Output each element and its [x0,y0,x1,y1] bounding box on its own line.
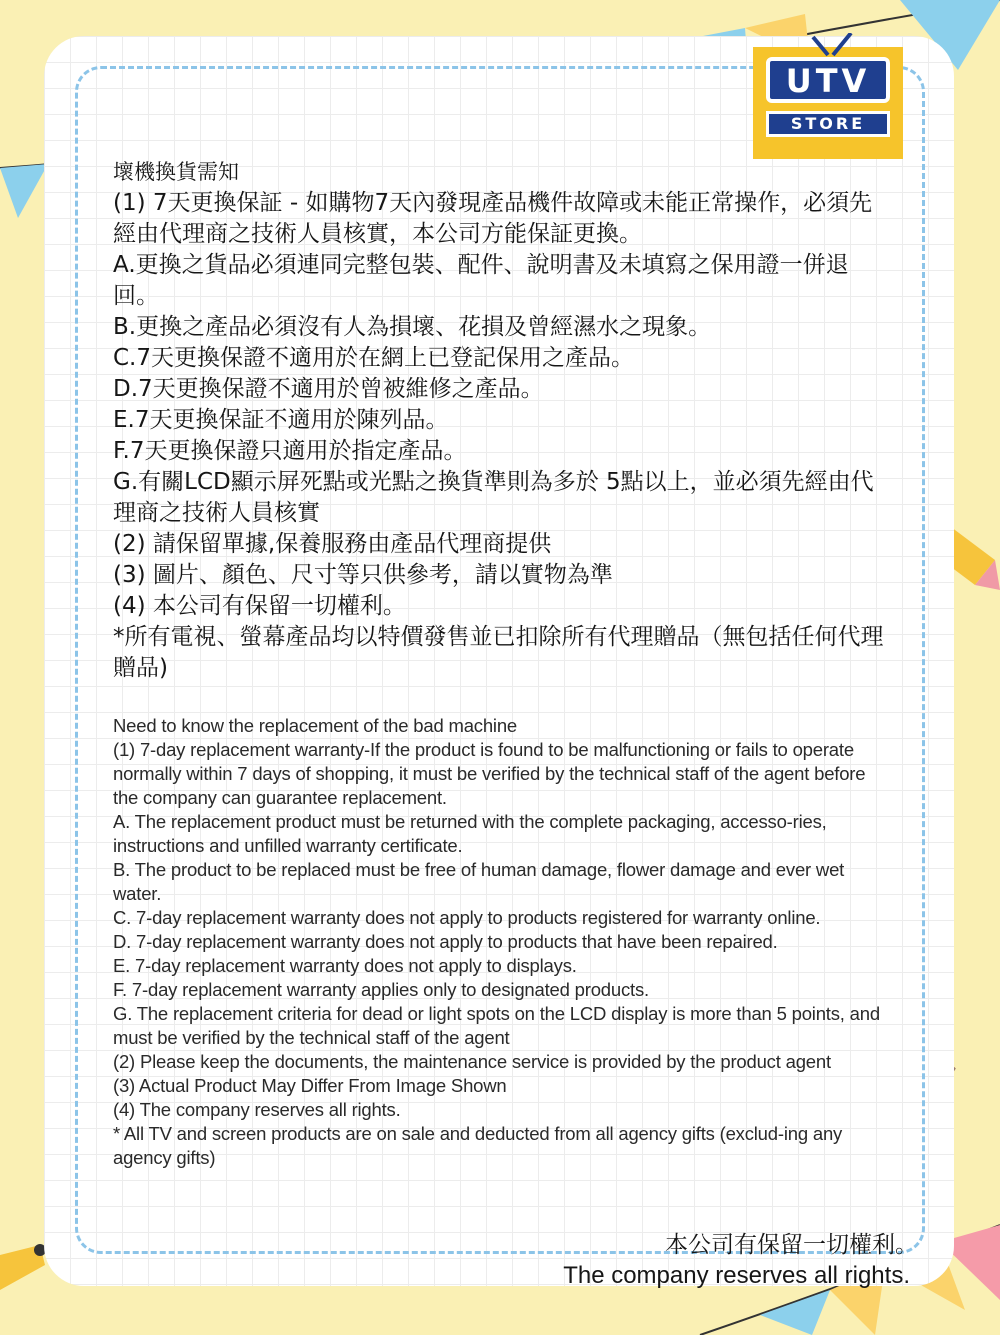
chinese-line: F.7天更換保證只適用於指定產品。 [113,438,467,464]
english-line: (4) The company reserves all rights. [113,1099,401,1120]
chinese-line: *所有電視、螢幕產品均以特價發售並已扣除所有代理贈品（無包括任何代理贈品) [113,624,884,681]
english-line: (1) 7-day replacement warranty-If the product is found to be malfunctioning or fails to operate normally within 7 days of shopping, it must be verified by the technical staff of the agent before the company can guarantee replacement. [113,739,866,808]
logo-utv-text: UTV [766,57,890,103]
chinese-line: G.有關LCD顯示屏死點或光點之換貨準則為多於 5點以上，並必須先經由代理商之技術人員核實 [113,469,874,526]
utv-store-logo [753,47,903,159]
pencil-left [0,1244,46,1290]
english-line: C. 7-day replacement warranty does not apply to products registered for warranty online. [113,907,821,928]
english-line: * All TV and screen products are on sale and deducted from all agency gifts (exclud-ing any agency gifts) [113,1123,843,1168]
tv-antenna-icon [753,33,903,63]
chinese-line: (1) 7天更換保証 - 如購物7天內發現產品機件故障或未能正常操作，必須先經由代理商之技術人員核實，本公司方能保証更換。 [113,190,873,247]
chinese-line: (3) 圖片、顏色、尺寸等只供參考，請以實物為準 [113,562,613,588]
english-line: (2) Please keep the documents, the maintenance service is provided by the product agent [113,1051,831,1072]
chinese-line: C.7天更換保證不適用於在網上已登記保用之產品。 [113,345,635,371]
chinese-notice [113,157,893,684]
footer-rights-zh: 本公司有保留一切權利。 [665,1232,918,1258]
chinese-line: (2) 請保留單據,保養服務由產品代理商提供 [113,531,552,557]
english-line: A. The replacement product must be returned with the complete packaging, accesso-ries, instructions and unfilled warranty certificate. [113,811,827,856]
chinese-line: B.更換之產品必須沒有人為損壞、花損及曾經濕水之現象。 [113,314,712,340]
logo-store-text: STORE [766,111,890,137]
english-line: G. The replacement criteria for dead or light spots on the LCD display is more than 5 points, and must be verified by the technical staff of the agent [113,1003,880,1048]
english-title: Need to know the replacement of the bad machine [113,715,518,736]
chinese-title: 壞機換貨需知 [113,160,239,184]
english-line: D. 7-day replacement warranty does not apply to products that have been repaired. [113,931,778,952]
chinese-line: A.更換之貨品必須連同完整包裝、配件、說明書及未填寫之保用證一併退回。 [113,252,849,309]
english-line: E. 7-day replacement warranty does not apply to displays. [113,955,577,976]
footer-rights-en: The company reserves all rights. [563,1262,910,1289]
chinese-line: (4) 本公司有保留一切權利。 [113,593,406,619]
chinese-line: E.7天更換保証不適用於陳列品。 [113,407,449,433]
english-notice [113,714,883,1170]
english-line: F. 7-day replacement warranty applies only to designated products. [113,979,649,1000]
english-line: (3) Actual Product May Differ From Image Shown [113,1075,507,1096]
english-line: B. The product to be replaced must be free of human damage, flower damage and ever wet water. [113,859,845,904]
chinese-line: D.7天更換保證不適用於曾被維修之產品。 [113,376,544,402]
